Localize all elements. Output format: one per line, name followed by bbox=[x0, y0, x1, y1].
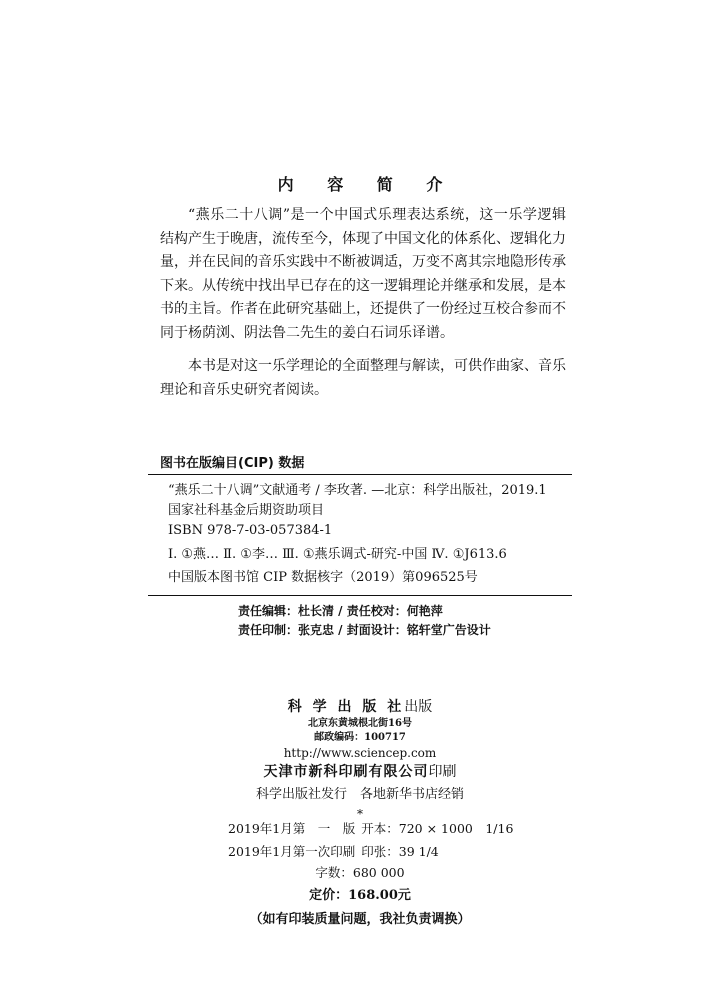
publisher-name-tail: 出版 bbox=[404, 699, 433, 715]
cip-number-line: 中国版本图书馆 CIP 数据核字（2019）第096525号 bbox=[168, 570, 478, 585]
cip-title-line: “燕乐二十八调”文献通考 / 李玫著. —北京：科学出版社，2019.1 bbox=[168, 483, 547, 498]
credits bbox=[238, 602, 578, 640]
cip-heading: 图书在版编目(CIP) 数据 bbox=[160, 456, 305, 471]
cip-funding-line: 国家社科基金后期资助项目 bbox=[168, 503, 325, 518]
edition: 2019年1月第 一 版 bbox=[228, 821, 356, 836]
cip-classification bbox=[168, 545, 568, 588]
cip-isbn-line: ISBN 978-7-03-057384-1 bbox=[168, 523, 333, 538]
summary-section bbox=[160, 204, 566, 412]
printer bbox=[0, 761, 720, 783]
cip-classification-line: Ⅰ. ①燕… Ⅱ. ①李… Ⅲ. ①燕乐调式-研究-中国 Ⅳ. ①J613.6 bbox=[168, 547, 507, 562]
distribution: 科学出版社发行 各地新华书店经销 bbox=[255, 787, 464, 802]
credits-production: 责任印制：张克忠 / 封面设计：铭轩堂广告设计 bbox=[238, 623, 491, 637]
specs-row-2 bbox=[228, 840, 528, 863]
sheets: 印张：39 1/4 bbox=[361, 844, 439, 859]
summary-paragraph-2: 本书是对这一乐学理论的全面整理与解读，可供作曲家、音乐理论和音乐史研究者阅读。 bbox=[160, 358, 566, 398]
publisher-url: http://www.sciencep.com bbox=[283, 746, 437, 760]
word-count: 字数：680 000 bbox=[315, 865, 405, 880]
publisher-name bbox=[0, 697, 720, 717]
edition-specs bbox=[228, 817, 528, 863]
printer-name: 天津市新科印刷有限公司 bbox=[263, 764, 429, 780]
format: 开本：720 × 1000 1/16 bbox=[361, 821, 514, 836]
price: 定价：168.00元 bbox=[309, 888, 411, 903]
publisher-block bbox=[0, 697, 720, 821]
publisher-name-text: 科 学 出 版 社 bbox=[287, 699, 405, 715]
publisher-address: 北京东黄城根北街16号 bbox=[308, 718, 412, 729]
specs-row-1 bbox=[228, 817, 528, 840]
summary-paragraph-1: “燕乐二十八调”是一个中国式乐理表达系统，这一乐学逻辑结构产生于晚唐，流传至今，体现了中国文化的体系化、逻辑化力量，并在民间的音乐实践中不断被调适，万变不离其宗地隐形传承下来。从传统中找出早已存在的这一逻辑理论并继承和发展，是本书的主旨。作者在此研究基础上，还提供了一份经过互校合参而不同于杨荫浏、阴法鲁二先生的姜白石词乐译谱。 bbox=[160, 207, 566, 341]
separator-star: * bbox=[357, 807, 363, 821]
credits-editors: 责任编辑：杜长清 / 责任校对：何艳萍 bbox=[238, 604, 443, 618]
printing: 2019年1月第一次印刷 bbox=[228, 844, 356, 859]
cip-record bbox=[168, 481, 568, 541]
quality-notice: （如有印装质量问题，我社负责调换） bbox=[249, 912, 471, 927]
cip-bottom-rule bbox=[148, 595, 572, 596]
publisher-postcode: 邮政编码：100717 bbox=[314, 732, 406, 743]
page-title: 内 容 简 介 bbox=[277, 175, 457, 194]
printer-tail: 印刷 bbox=[428, 764, 457, 780]
cip-top-rule bbox=[148, 474, 572, 475]
